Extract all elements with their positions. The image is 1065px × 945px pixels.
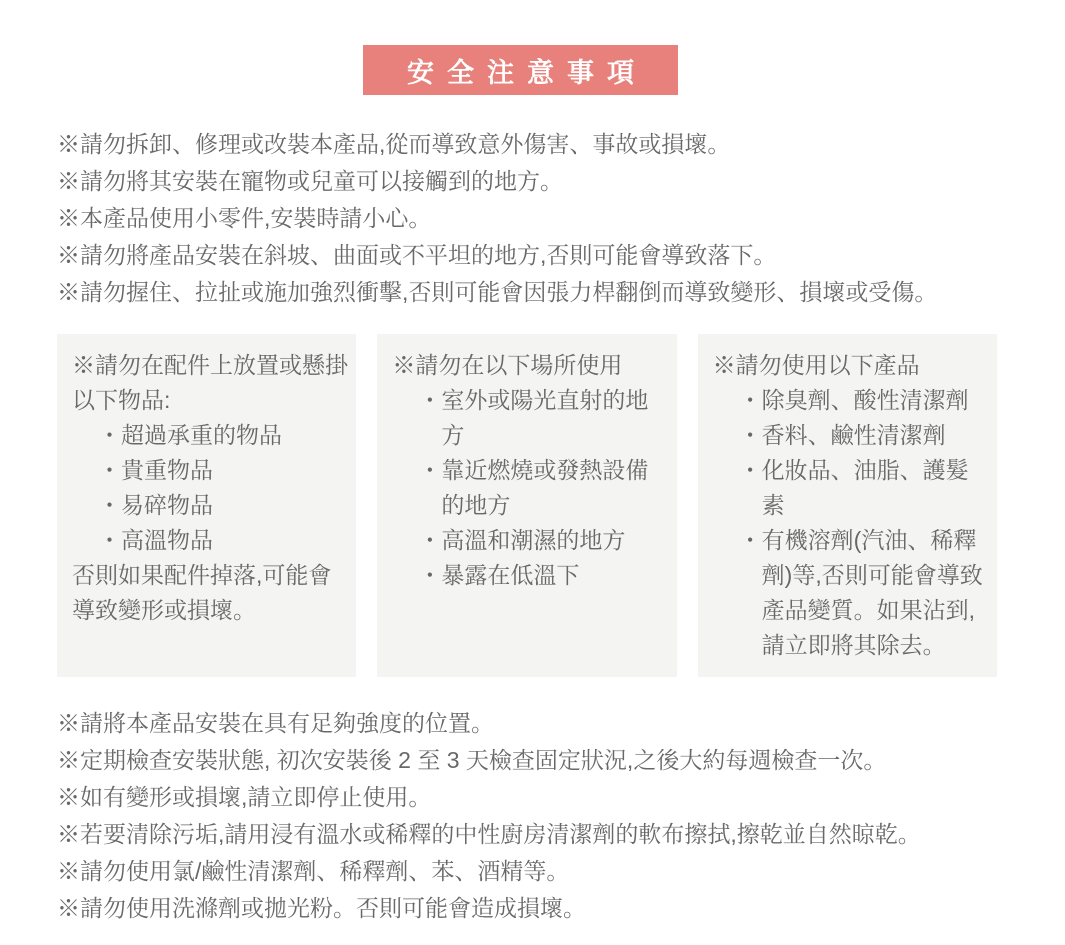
list-item-text: 靠近燃燒或發熱設備的地方 <box>441 457 649 518</box>
bullet-icon: ・ <box>738 387 762 413</box>
note-line: ※若要清除污垢,請用浸有溫水或稀釋的中性廚房清潔劑的軟布擦拭,擦乾並自然晾乾。 <box>57 821 921 847</box>
note-line: ※請勿將產品安裝在斜坡、曲面或不平坦的地方,否則可能會導致落下。 <box>57 242 777 268</box>
bottom-notes-list <box>57 705 1025 927</box>
list-item <box>713 383 989 418</box>
bullet-icon: ・ <box>418 527 442 553</box>
list-item <box>72 453 348 488</box>
list-item-text: 貴重物品 <box>121 457 213 483</box>
caution-boxes-row <box>57 334 997 677</box>
bullet-icon: ・ <box>98 422 121 448</box>
box-footer: 否則如果配件掉落,可能會導致變形或損壞。 <box>72 562 332 623</box>
bullet-icon: ・ <box>738 457 762 483</box>
list-item-text: 高溫物品 <box>121 527 213 553</box>
safety-notice-page <box>0 45 1065 945</box>
list-item <box>72 523 348 558</box>
note-line: ※定期檢查安裝狀態, 初次安裝後 2 至 3 天檢查固定狀況,之後大約每週檢查一次。 <box>57 747 887 773</box>
bullet-icon: ・ <box>418 457 442 483</box>
list-item-text: 化妝品、油脂、護髮素 <box>761 457 969 518</box>
list-item <box>713 453 989 523</box>
note-line: ※請將本產品安裝在具有足夠強度的位置。 <box>57 710 494 736</box>
bullet-icon: ・ <box>418 387 442 413</box>
title-banner <box>363 45 678 95</box>
list-item <box>392 523 668 558</box>
caution-box-accessory-items <box>57 334 356 677</box>
list-item-text: 除臭劑、酸性清潔劑 <box>761 387 969 413</box>
list-item-text: 暴露在低溫下 <box>441 562 580 588</box>
box-heading: ※請勿使用以下產品 <box>712 352 920 378</box>
list-item-text: 香料、鹼性清潔劑 <box>761 422 946 448</box>
list-item <box>72 418 348 453</box>
box-heading: ※請勿在以下場所使用 <box>392 352 623 378</box>
note-line: ※請勿將其安裝在寵物或兒童可以接觸到的地方。 <box>57 168 563 194</box>
caution-box-locations <box>377 334 676 677</box>
bullet-icon: ・ <box>738 527 762 553</box>
note-line: ※請勿使用氯/鹼性清潔劑、稀釋劑、苯、酒精等。 <box>57 858 570 884</box>
bullet-icon: ・ <box>98 457 121 483</box>
bullet-icon: ・ <box>738 422 762 448</box>
top-notes-list <box>57 126 1025 311</box>
bullet-icon: ・ <box>418 562 442 588</box>
list-item-text: 室外或陽光直射的地方 <box>441 387 649 448</box>
bullet-icon: ・ <box>98 492 121 518</box>
note-line: ※如有變形或損壞,請立即停止使用。 <box>57 784 432 810</box>
list-item <box>392 558 668 593</box>
list-item <box>713 418 989 453</box>
list-item <box>392 383 668 453</box>
note-line: ※請勿使用洗滌劑或拋光粉。否則可能會造成損壞。 <box>57 895 586 921</box>
box-heading: ※請勿在配件上放置或懸掛以下物品: <box>72 352 348 413</box>
list-item <box>392 453 668 523</box>
list-item <box>713 523 989 663</box>
list-item-text: 超過承重的物品 <box>121 422 282 448</box>
caution-box-products <box>698 334 997 677</box>
note-line: ※請勿拆卸、修理或改裝本產品,從而導致意外傷害、事故或損壞。 <box>57 131 731 157</box>
bullet-icon: ・ <box>98 527 121 553</box>
page-title: 安全注意事項 <box>407 57 647 88</box>
list-item-text: 易碎物品 <box>121 492 213 518</box>
note-line: ※本產品使用小零件,安裝時請小心。 <box>57 205 432 231</box>
list-item-text: 有機溶劑(汽油、稀釋劑)等,否則可能會導致產品變質。如果沾到,請立即將其除去。 <box>761 527 983 658</box>
note-line: ※請勿握住、拉扯或施加強烈衝擊,否則可能會因張力桿翻倒而導致變形、損壞或受傷。 <box>57 279 938 305</box>
list-item <box>72 488 348 523</box>
list-item-text: 高溫和潮濕的地方 <box>441 527 626 553</box>
